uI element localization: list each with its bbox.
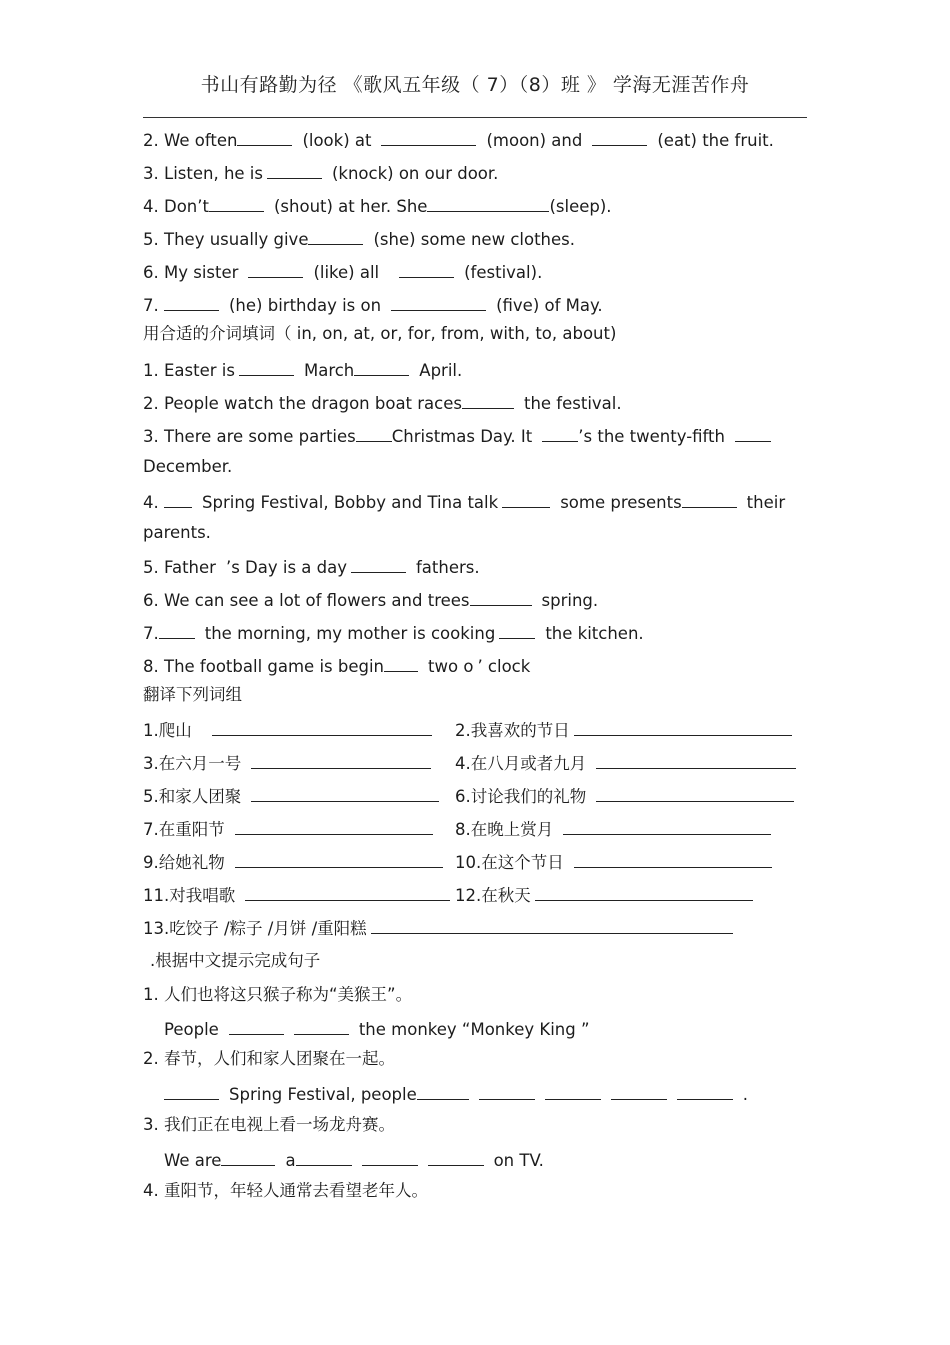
blank[interactable] — [677, 1083, 733, 1100]
blank[interactable] — [399, 261, 454, 278]
blank[interactable] — [209, 195, 264, 212]
blank[interactable] — [502, 491, 550, 508]
translate-item-11: 11.对我唱歌 — [143, 884, 450, 906]
exercise-a-7: 7. (he) birthday is on (five) of May. — [143, 296, 603, 315]
blank[interactable] — [499, 622, 535, 639]
answer-line[interactable] — [212, 719, 432, 736]
answer-line[interactable] — [235, 851, 443, 868]
blank[interactable] — [267, 162, 322, 179]
blank[interactable] — [354, 359, 409, 376]
exercise-b-5: 5. Father ’s Day is a day fathers. — [143, 558, 480, 577]
answer-line[interactable] — [245, 884, 450, 901]
exercise-a-5: 5. They usually give (she) some new clothes. — [143, 230, 575, 249]
blank[interactable] — [356, 425, 392, 442]
sentence-2-english: Spring Festival, people . — [164, 1083, 748, 1105]
blank[interactable] — [229, 1018, 284, 1035]
blank[interactable] — [248, 261, 303, 278]
section-d-heading: .根据中文提示完成句子 — [150, 951, 321, 970]
blank[interactable] — [545, 1083, 601, 1100]
answer-line[interactable] — [596, 752, 796, 769]
blank[interactable] — [239, 359, 294, 376]
sentence-1-chinese: 1. 人们也将这只猴子称为“美猴王”。 — [143, 985, 413, 1004]
exercise-b-4-cont: parents. — [143, 523, 211, 542]
blank[interactable] — [351, 556, 406, 573]
sentence-3-english: We are a on TV. — [164, 1151, 544, 1170]
exercise-a-3: 3. Listen, he is (knock) on our door. — [143, 164, 499, 183]
blank[interactable] — [611, 1083, 667, 1100]
answer-line[interactable] — [563, 818, 771, 835]
answer-line[interactable] — [371, 917, 733, 934]
translate-item-6: 6.讨论我们的礼物 — [455, 785, 794, 807]
header-divider — [143, 117, 807, 118]
sentence-1-english: People the monkey “Monkey King ” — [164, 1020, 590, 1039]
translate-item-5: 5.和家人团聚 — [143, 785, 439, 807]
blank[interactable] — [384, 655, 418, 672]
answer-line[interactable] — [535, 884, 753, 901]
translate-item-1: 1.爬山 — [143, 719, 432, 741]
answer-line[interactable] — [574, 719, 792, 736]
answer-line[interactable] — [251, 785, 439, 802]
blank[interactable] — [164, 294, 219, 311]
blank[interactable] — [221, 1149, 275, 1166]
translate-item-10: 10.在这个节日 — [455, 851, 772, 873]
blank[interactable] — [479, 1083, 535, 1100]
blank[interactable] — [294, 1018, 349, 1035]
blank[interactable] — [237, 129, 292, 146]
section-b-heading: 用合适的介词填词（ in, on, at, or, for, from, with, to, about) — [143, 324, 617, 343]
blank[interactable] — [682, 491, 737, 508]
blank[interactable] — [362, 1149, 418, 1166]
answer-line[interactable] — [596, 785, 794, 802]
translate-item-7: 7.在重阳节 — [143, 818, 433, 840]
translate-item-12: 12.在秋天 — [455, 884, 753, 906]
blank[interactable] — [159, 622, 195, 639]
exercise-b-3-cont: December. — [143, 457, 233, 476]
blank[interactable] — [542, 425, 578, 442]
blank[interactable] — [164, 1083, 219, 1100]
section-c-heading: 翻译下列词组 — [143, 685, 242, 704]
sentence-4-chinese: 4. 重阳节，年轻人通常去看望老年人。 — [143, 1181, 428, 1200]
exercise-b-4: 4. Spring Festival, Bobby and Tina talk some presents their — [143, 493, 786, 512]
blank[interactable] — [164, 491, 192, 508]
blank[interactable] — [427, 195, 549, 212]
answer-line[interactable] — [235, 818, 433, 835]
exercise-a-6: 6. My sister (like) all (festival). — [143, 263, 543, 282]
translate-item-13: 13.吃饺子 /粽子 /月饼 /重阳糕 — [143, 917, 733, 939]
translate-item-4: 4.在八月或者九月 — [455, 752, 796, 774]
blank[interactable] — [735, 425, 771, 442]
translate-item-9: 9.给她礼物 — [143, 851, 443, 873]
translate-item-3: 3.在六月一号 — [143, 752, 431, 774]
exercise-a-2: 2. We often (look) at (moon) and (eat) the fruit. — [143, 131, 774, 150]
exercise-a-4: 4. Don’t (shout) at her. She (sleep). — [143, 197, 612, 216]
translate-item-2: 2.我喜欢的节日 — [455, 719, 792, 741]
blank[interactable] — [417, 1083, 469, 1100]
exercise-b-2: 2. People watch the dragon boat races the festival. — [143, 394, 622, 413]
exercise-b-1: 1. Easter is March April. — [143, 361, 463, 380]
blank[interactable] — [462, 392, 514, 409]
answer-line[interactable] — [251, 752, 431, 769]
blank[interactable] — [592, 129, 647, 146]
exercise-b-8: 8. The football game is begin two o ’ clock — [143, 657, 531, 676]
sentence-3-chinese: 3. 我们正在电视上看一场龙舟赛。 — [143, 1115, 395, 1134]
exercise-b-3: 3. There are some parties Christmas Day. It ’s the twenty-fifth — [143, 425, 771, 447]
blank[interactable] — [470, 589, 532, 606]
blank[interactable] — [381, 129, 476, 146]
blank[interactable] — [391, 294, 486, 311]
answer-line[interactable] — [574, 851, 772, 868]
translate-item-8: 8.在晚上赏月 — [455, 818, 771, 840]
sentence-2-chinese: 2. 春节，人们和家人团聚在一起。 — [143, 1049, 395, 1068]
exercise-b-7: 7. the morning, my mother is cooking the kitchen. — [143, 624, 644, 643]
page-header: 书山有路勤为径 《歌风五年级（ 7）（8）班 》 学海无涯苦作舟 — [200, 74, 750, 96]
blank[interactable] — [296, 1149, 352, 1166]
exercise-b-6: 6. We can see a lot of flowers and trees spring. — [143, 591, 599, 610]
blank[interactable] — [308, 228, 363, 245]
blank[interactable] — [428, 1149, 484, 1166]
